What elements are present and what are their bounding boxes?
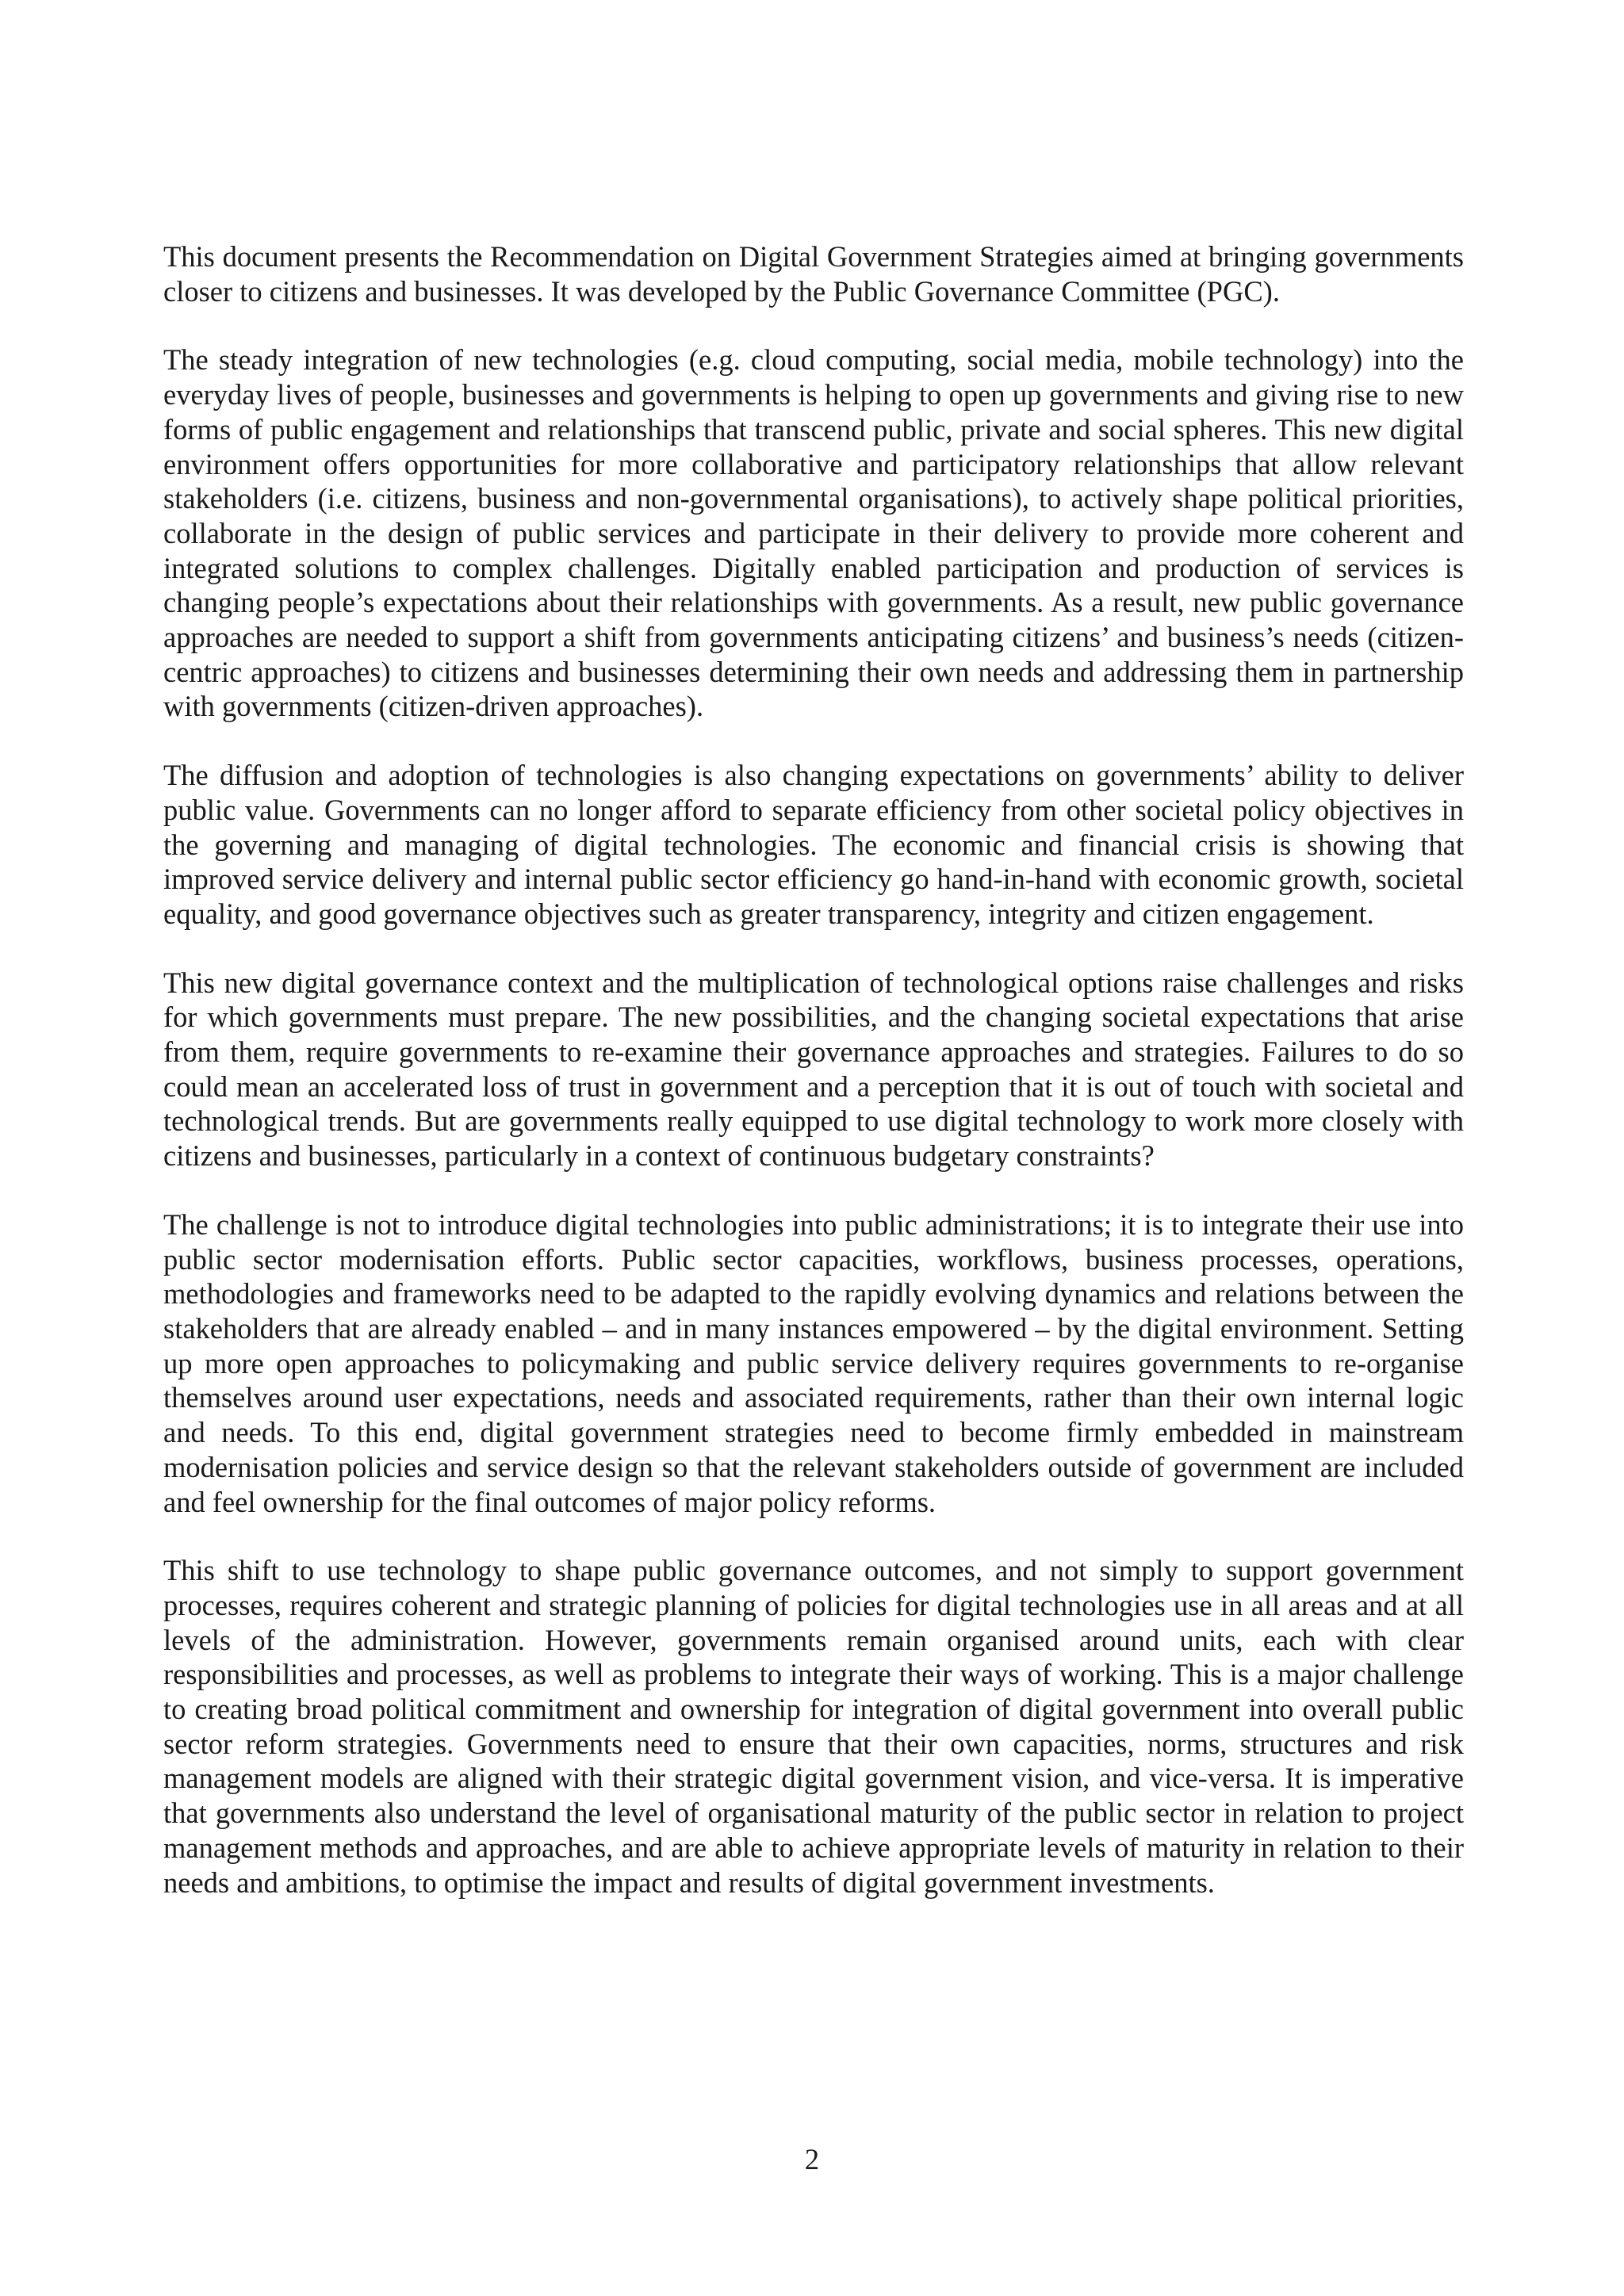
paragraph-governance-context: This new digital governance context and the multiplication of technological options raise challenges and risks for which governments must prepare. The new possibilities, and the changing societal expectations that arise from them, require governments to re-examine their governance approaches and strategies. Failures to do so could mean an accelerated loss of trust in government and a perception that it is out of touch with societal and technological trends. But are governments really equipped to use digital technology to work more closely with citizens and businesses, particularly in a context of continuous budgetary constraints? [163,966,1464,1173]
paragraph-challenge: The challenge is not to introduce digital technologies into public administrations; it is to integrate their use into public sector modernisation efforts. Public sector capacities, workflows, business processes, operations, methodologies and frameworks need to be adapted to the rapidly evolving dynamics and relations between the stakeholders that are already enabled – and in many instances empowered – by the digital environment. Setting up more open approaches to policymaking and public service delivery requires governments to re-organise themselves around user expectations, needs and associated requirements, rather than their own internal logic and needs. To this end, digital government strategies need to become firmly embedded in mainstream modernisation policies and service design so that the relevant stakeholders outside of government are included and feel ownership for the final outcomes of major policy reforms. [163,1207,1464,1518]
paragraph-shift: This shift to use technology to shape public governance outcomes, and not simply to support government processes, requires coherent and strategic planning of policies for digital technologies use in all areas and at all levels of the administration. However, governments remain organised around units, each with clear responsibilities and processes, as well as problems to integrate their ways of working. This is a major challenge to creating broad political commitment and ownership for integration of digital government into overall public sector reform strategies. Governments need to ensure that their own capacities, norms, structures and risk management models are aligned with their strategic digital government vision, and vice-versa. It is imperative that governments also understand the level of organisational maturity of the public sector in relation to project management methods and approaches, and are able to achieve appropriate levels of maturity in relation to their needs and ambitions, to optimise the impact and results of digital government investments. [163,1554,1464,1899]
body-text [163,239,1464,1934]
paragraph-new-technologies: The steady integration of new technologies (e.g. cloud computing, social media, mobile technology) into the everyday lives of people, businesses and governments is helping to open up governments and giving rise to new forms of public engagement and relationships that transcend public, private and social spheres. This new digital environment offers opportunities for more collaborative and participatory relationships that allow relevant stakeholders (i.e. citizens, business and non-governmental organisations), to actively shape political priorities, collaborate in the design of public services and participate in their delivery to provide more coherent and integrated solutions to complex challenges. Digitally enabled participation and production of services is changing people’s expectations about their relationships with governments. As a result, new public governance approaches are needed to support a shift from governments anticipating citizens’ and business’s needs (citizen-centric approaches) to citizens and businesses determining their own needs and addressing them in partnership with governments (citizen-driven approaches). [163,343,1464,723]
page-number: 2 [804,2143,820,2175]
paragraph-intro: This document presents the Recommendation on Digital Government Strategies aimed at bringing governments closer to citizens and businesses. It was developed by the Public Governance Committee (PGC). [163,240,1464,308]
paragraph-diffusion-adoption: The diffusion and adoption of technologies is also changing expectations on governments’ ability to deliver public value. Governments can no longer afford to separate efficiency from other societal policy objectives in the governing and managing of digital technologies. The economic and financial crisis is showing that improved service delivery and internal public sector efficiency go hand-in-hand with economic growth, societal equality, and good governance objectives such as greater transparency, integrity and citizen engagement. [163,759,1464,930]
